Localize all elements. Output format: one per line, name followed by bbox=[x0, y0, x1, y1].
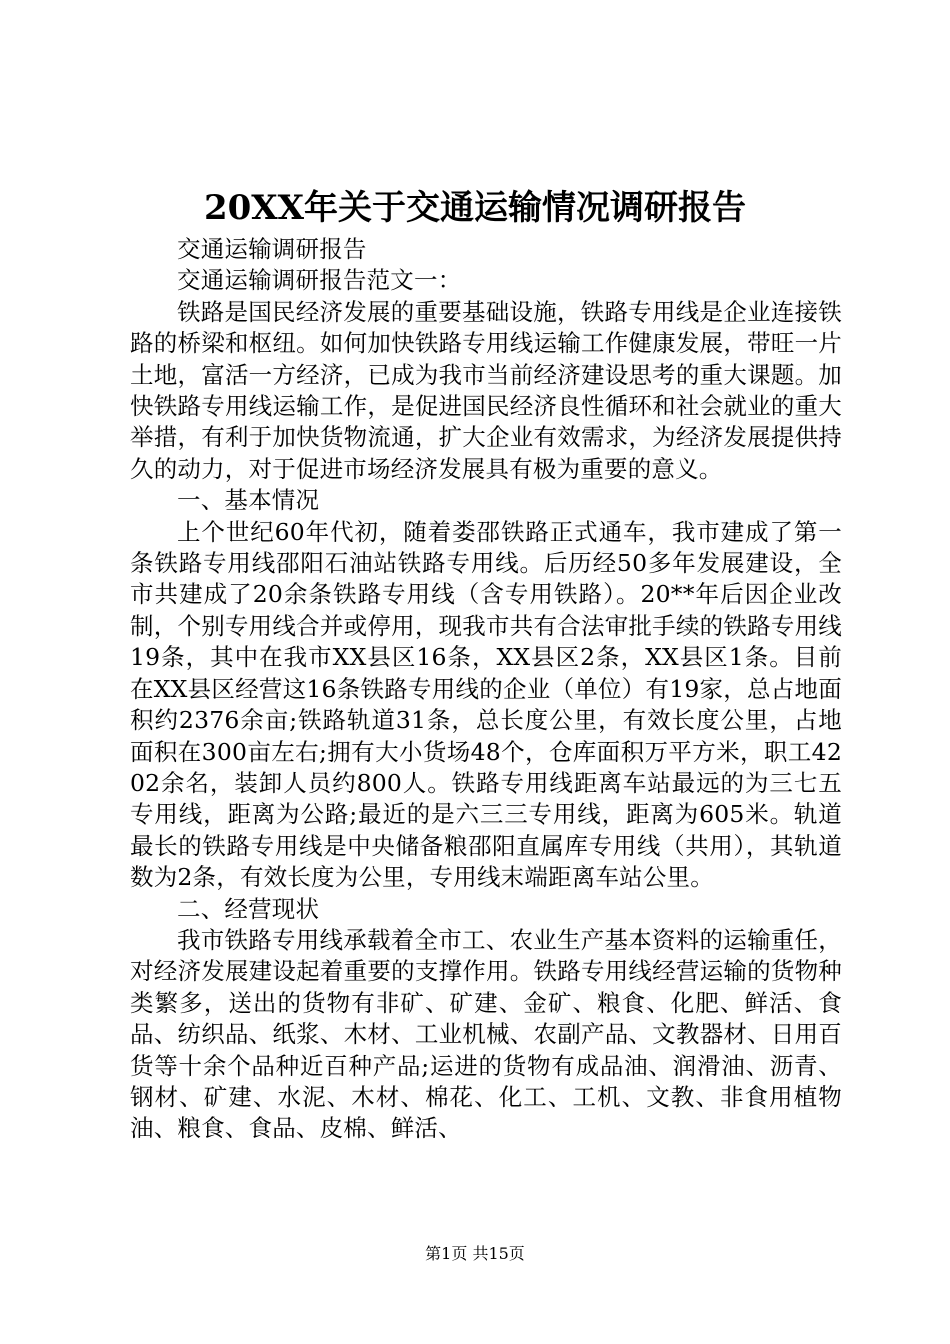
document-body bbox=[130, 234, 842, 1145]
paragraph-sample-heading: 交通运输调研报告范文一： bbox=[177, 266, 462, 295]
document-title: 20XX年关于交通运输情况调研报告 bbox=[203, 188, 747, 228]
paragraph-operation-status: 我市铁路专用线承载着全市工、农业生产基本资料的运输重任，对经济发展建设起着重要的支撑作用。铁路专用线经营运输的货物种类繁多，送出的货物有非矿、矿建、金矿、粮食、化肥、鲜活、食品、纺织品、纸浆、木材、工业机械、农副产品、文教器材、日用百货等十余个品种近百种产品;运进的货物有成品油、润滑油、沥青、钢材、矿建、水泥、木材、棉花、化工、工机、文教、非食用植物油、粮食、食品、皮棉、鲜活、 bbox=[130, 925, 842, 1143]
section-heading-basic-situation: 一、基本情况 bbox=[177, 486, 320, 515]
page-number-footer: 第1页 共15页 bbox=[425, 1244, 525, 1263]
paragraph-intro: 铁路是国民经济发展的重要基础设施，铁路专用线是企业连接铁路的桥梁和枢纽。如何加快铁路专用线运输工作健康发展，带旺一片土地，富活一方经济，已成为我市当前经济建设思考的重大课题。加快铁路专用线运输工作，是促进国民经济良性循环和社会就业的重大举措，有利于加快货物流通，扩大企业有效需求，为经济发展提供持久的动力，对于促进市场经济发展具有极为重要的意义。 bbox=[130, 297, 842, 483]
section-heading-operation-status: 二、经营现状 bbox=[177, 894, 320, 923]
paragraph-basic-situation: 上个世纪60年代初，随着娄邵铁路正式通车，我市建成了第一条铁路专用线邵阳石油站铁路专用线。后历经50多年发展建设，全市共建成了20余条铁路专用线（含专用铁路）。20**年后因企业改制，个别专用线合并或停用，现我市共有合法审批手续的铁路专用线19条，其中在我市XX县区16条，XX县区2条，XX县区1条。目前在XX县区经营这16条铁路专用线的企业（单位）有19家，总占地面积约2376余亩;铁路轨道31条，总长度公里，有效长度公里，占地面积在300亩左右;拥有大小货场48个，仓库面积万平方米，职工4202余名，装卸人员约800人。铁路专用线距离车站最远的为三七五专用线，距离为公路;最近的是六三三专用线，距离为605米。轨道最长的铁路专用线是中央储备粮邵阳直属库专用线（共用），其轨道数为2条，有效长度为公里，专用线末端距离车站公里。 bbox=[130, 517, 842, 892]
paragraph-subtitle: 交通运输调研报告 bbox=[177, 235, 367, 263]
